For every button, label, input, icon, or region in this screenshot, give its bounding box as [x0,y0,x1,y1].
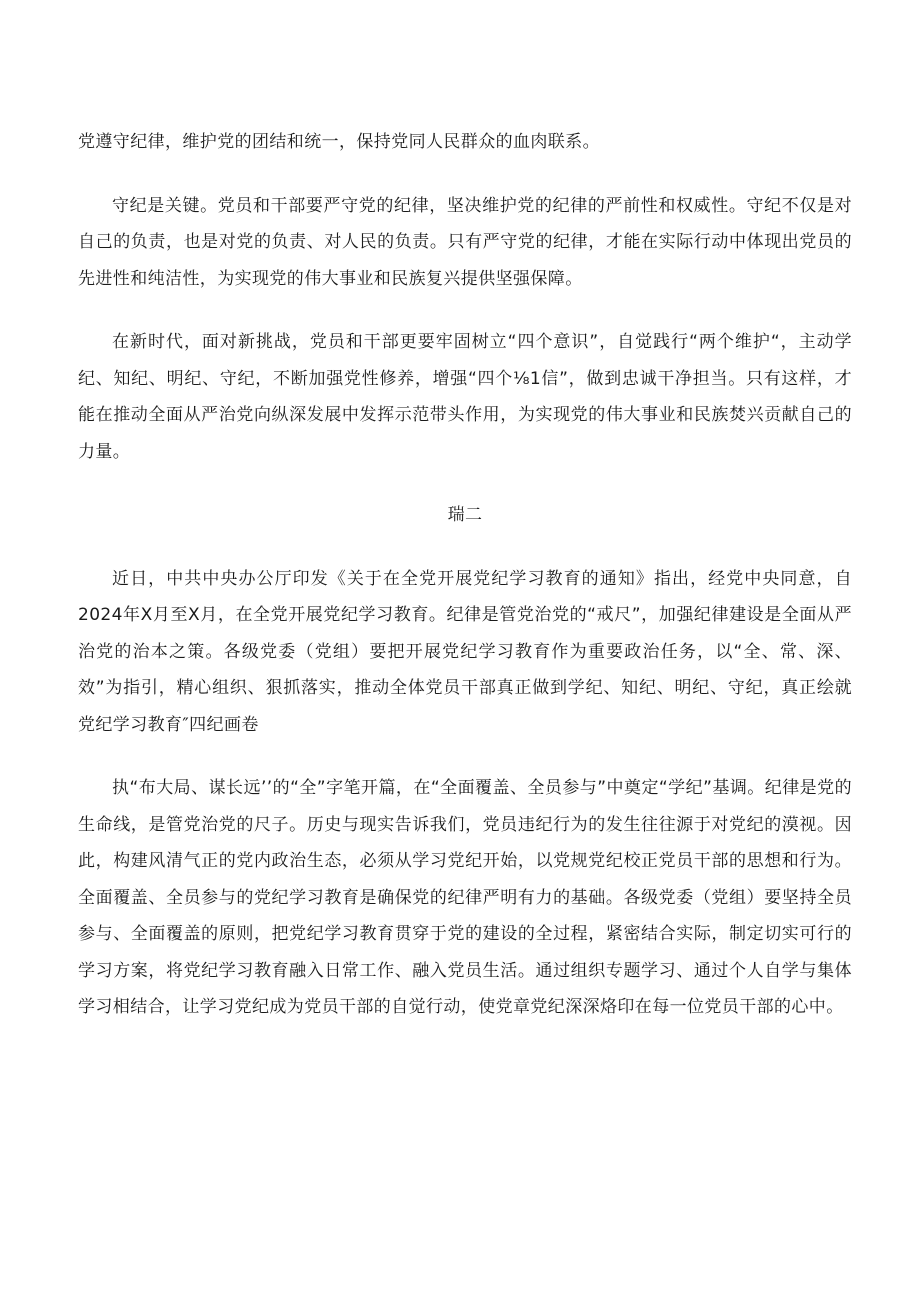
paragraph-overall: 执“布大局、谋长远’’的“全”字笔开篇，在“全面覆盖、全员参与”中奠定“学纪”基调。纪律是党的生命线，是管党治党的尺子。历史与现实告诉我们，党员违纪行为的发生往往源于对党纪的漠视。因此，构建风清气正的党内政治生态，必须从学习党纪开始，以党规党纪校正党员干部的思想和行为。全面覆盖、全员参与的党纪学习教育是确保党的纪律严明有力的基础。各级党委（党组）要坚持全员参与、全面覆盖的原则，把党纪学习教育贯穿于党的建设的全过程，紧密结合实际，制定切实可行的学习方案，将党纪学习教育融入日常工作、融入党员生活。通过组织专题学习、通过个人自学与集体学习相结合，让学习党纪成为党员干部的自觉行动，使党章党纪深深烙印在每一位党员干部的心中。 [78,778,852,1017]
paragraph-discipline-key: 守纪是关键。党员和干部要严守党的纪律，坚决维护党的纪律的严前性和权威性。守纪不仅是对自己的负责，也是对党的负责、对人民的负责。只有严守党的纪律，才能在实际行动中体现出党员的先进性和纯洁性，为实现党的伟大事业和民族复兴提供坚强保障。 [78,195,852,289]
paragraph-gap [78,161,852,188]
paragraph-continuation: 党遵守纪律，维护党的团结和统一，保持党同人民群众的血肉联系。 [78,132,600,152]
paragraph-gap [78,470,852,497]
paragraph-notice: 近日，中共中央办公厅印发《关于在全党开展党纪学习教育的通知》指出，经党中央同意，自2024年X月至X月，在全党开展党纪学习教育。纪律是管党治党的“戒尺”，加强纪律建设是全面从严治党的治本之策。各级党委（党组）要把开展党纪学习教育作为重要政治任务，以“全、常、深、效”为指引，精心组织、狠抓落实，推动全体党员干部真正做到学纪、知纪、明纪、守纪，真正绘就党纪学习教育″四纪画卷 [78,568,852,735]
paragraph-gap [78,743,852,770]
section-heading: 瑞二 [447,505,483,525]
paragraph-gap [78,297,852,324]
paragraph-new-era: 在新时代，面对新挑战，党员和干部更要牢固树立“四个意识”，自觉践行“两个维护“，主动学纪、知纪、明纪、守纪，不断加强党性修养，增强“四个⅛1信”，做到忠诚干净担当。只有这样，才能在推动全面从严治党向纵深发展中发挥示范带头作用，为实现党的伟大事业和民族焚兴贡献自己的力量。 [78,332,852,462]
paragraph-gap [78,534,852,561]
document-page [78,124,852,1026]
